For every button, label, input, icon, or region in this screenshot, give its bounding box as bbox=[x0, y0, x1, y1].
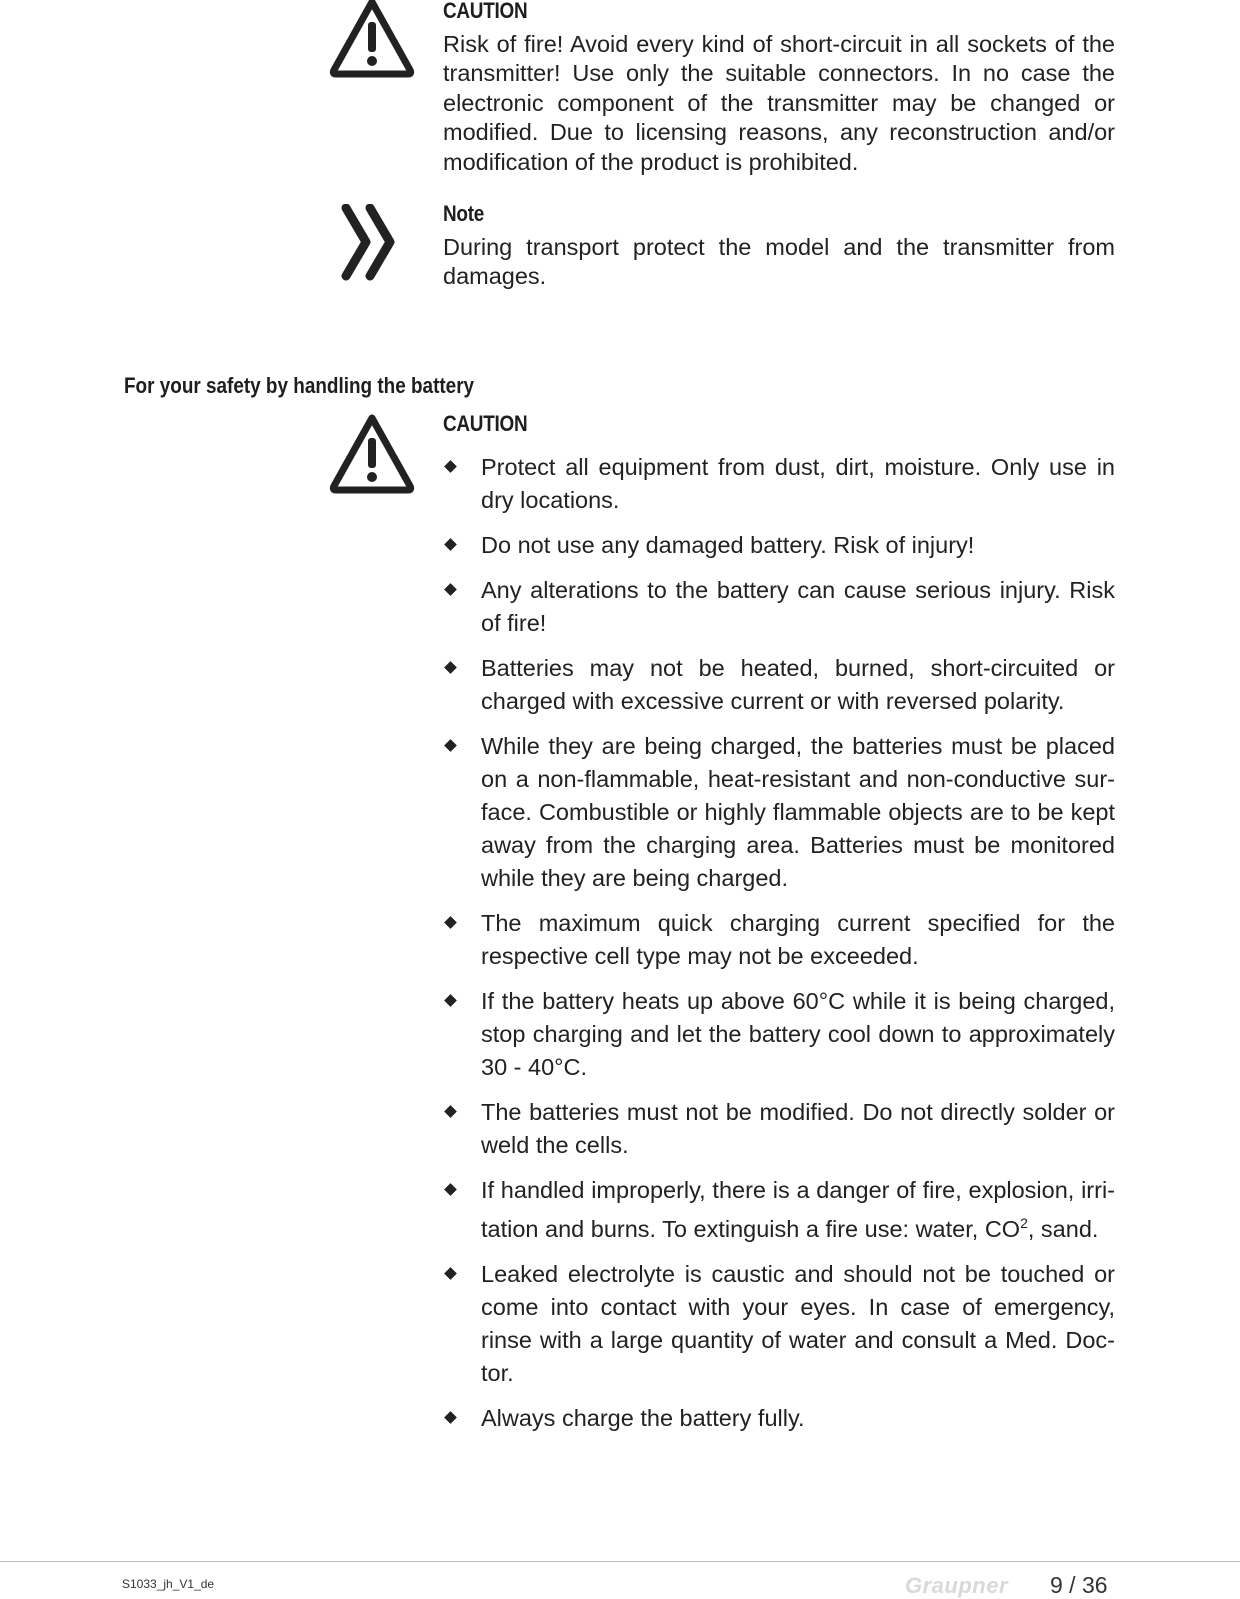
section-title: For your safety by handling the battery bbox=[124, 373, 475, 398]
caution-text: Risk of fire! Avoid every kind of short-circuit in all sockets of the transmitter! Use only the suitable connectors. In no case the electronic component of the transmitter may be changed or modified. Due to licensing reasons, any reconstruction and/or modification of the product is prohibited. bbox=[443, 31, 1115, 175]
caution-heading: CAUTION bbox=[443, 0, 528, 23]
list-item: Leaked electrolyte is caustic and should not be touched or come into contact with your eyes. In case of emergency, rinse with a large quantity of water and consult a Med. Doc-tor. bbox=[443, 1258, 1115, 1390]
brand-logo: Graupner bbox=[905, 1573, 1009, 1598]
list-item: The batteries must not be modified. Do not directly solder or weld the cells. bbox=[443, 1096, 1115, 1162]
diamond-bullet-icon bbox=[444, 739, 457, 752]
note-heading: Note bbox=[443, 201, 485, 226]
diamond-bullet-icon bbox=[444, 994, 457, 1007]
diamond-bullet-icon bbox=[444, 661, 457, 674]
diamond-bullet-icon bbox=[444, 1183, 457, 1196]
footer-doc-id: S1033_jh_V1_de bbox=[122, 1577, 215, 1591]
warning-triangle-icon bbox=[326, 410, 418, 502]
list-item: Any alterations to the battery can cause serious injury. Risk of fire! bbox=[443, 574, 1115, 640]
double-chevron-right-icon bbox=[326, 204, 418, 296]
list-item: Batteries may not be heated, burned, short-circuited or charged with excessive current or with reversed polarity. bbox=[443, 652, 1115, 718]
list-item: The maximum quick charging current specified for the respective cell type may not be exceeded. bbox=[443, 907, 1115, 973]
warning-triangle-icon bbox=[326, 0, 418, 86]
list-item: While they are being charged, the batteries must be placed on a non-flammable, heat-resistant and non-conductive sur-face. Combustible or highly flammable objects are to be kept away from the charging area. Batteries must be monitored while they are being charged. bbox=[443, 730, 1115, 895]
battery-caution-heading: CAUTION bbox=[443, 411, 528, 436]
battery-caution-list bbox=[443, 451, 1115, 1435]
list-item: Protect all equipment from dust, dirt, moisture. Only use in dry locations. bbox=[443, 451, 1115, 517]
footer-divider bbox=[0, 1561, 1240, 1562]
list-item: Always charge the battery fully. bbox=[443, 1402, 1115, 1435]
diamond-bullet-icon bbox=[444, 1105, 457, 1118]
list-item: If handled improperly, there is a danger of fire, explosion, irri-tation and burns. To extinguish a fire use: water, $CO^2$, sand. bbox=[443, 1174, 1115, 1246]
note-text: During transport protect the model and the transmitter from damages. bbox=[443, 234, 1115, 290]
diamond-bullet-icon bbox=[444, 916, 457, 929]
diamond-bullet-icon bbox=[444, 583, 457, 596]
diamond-bullet-icon bbox=[444, 460, 457, 473]
diamond-bullet-icon bbox=[444, 1267, 457, 1280]
list-item: Do not use any damaged battery. Risk of injury! bbox=[443, 529, 1115, 562]
page-number: 9 / 36 bbox=[1050, 1572, 1108, 1598]
list-item: If the battery heats up above 60°C while it is being charged, stop charging and let the battery cool down to approximately 30 - 40°C. bbox=[443, 985, 1115, 1084]
diamond-bullet-icon bbox=[444, 538, 457, 551]
diamond-bullet-icon bbox=[444, 1411, 457, 1424]
